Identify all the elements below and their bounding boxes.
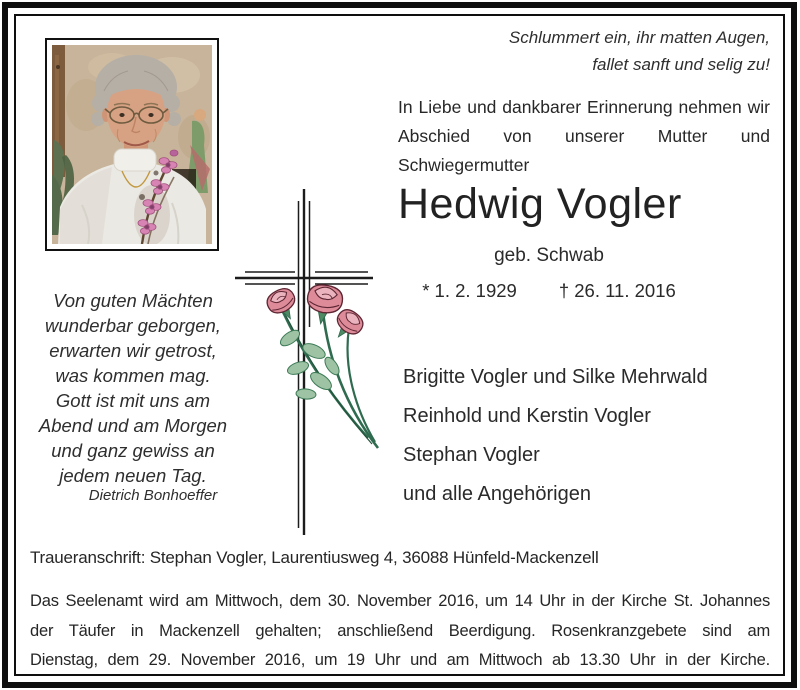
verse-line: Schlummert ein, ihr matten Augen, [508,28,770,47]
maiden-name: geb. Schwab [494,245,604,266]
service-line: Das Seelenamt wird am Mittwoch, dem 30. November 2016, um 14 Uhr in der Kirche St. Johannes [30,592,770,610]
mourner-line: Brigitte Vogler und Silke Mehrwald [403,366,708,388]
service-info [30,587,770,676]
poem-line: Von guten Mächten [53,290,213,311]
poem-line: was kommen mag. [55,365,211,386]
intro-text [398,93,770,180]
service-line: Dienstag, dem 29. November 2016, um 19 Uhr und am Mittwoch ab 13.30 Uhr in der Kirche. [30,651,770,669]
mourner-line: Stephan Vogler [403,444,540,466]
poem-line: wunderbar geborgen, [45,315,221,336]
portrait-illustration [52,45,212,244]
intro-line: Abschied von unserer Mutter und Schwiegermutter [398,126,770,175]
mourner-line: Reinhold und Kerstin Vogler [403,405,651,427]
poem-line: erwarten wir getrost, [49,340,217,361]
poem-line: jedem neuen Tag. [59,465,207,486]
mourners-list [403,358,783,514]
mourner-line: und alle Angehörigen [403,483,591,505]
verse-line: fallet sanft und selig zu! [592,55,770,74]
death-date: † 26. 11. 2016 [558,280,676,301]
poem-author: Dietrich Bonhoeffer [88,487,218,504]
opening-verse [400,24,770,78]
intro-line: In Liebe und dankbarer Erinnerung nehmen wir [398,97,770,117]
deceased-name: Hedwig Vogler [398,180,682,228]
mourning-address: Traueranschrift: Stephan Vogler, Laurentiusweg 4, 36088 Hünfeld-Mackenzell [30,548,599,567]
portrait-photo [45,38,219,251]
service-line: der Täufer in Mackenzell gehalten; anschließend Beerdigung. Rosenkranzgebete sind am [30,621,770,640]
poem [26,288,240,488]
poem-line: und ganz gewiss an [51,440,215,461]
birth-date: * 1. 2. 1929 [422,280,517,301]
cross-roses-icon [226,176,386,546]
poem-line: Gott ist mit uns am [55,390,211,411]
poem-line: Abend und am Morgen [38,415,228,436]
life-dates [398,280,700,302]
